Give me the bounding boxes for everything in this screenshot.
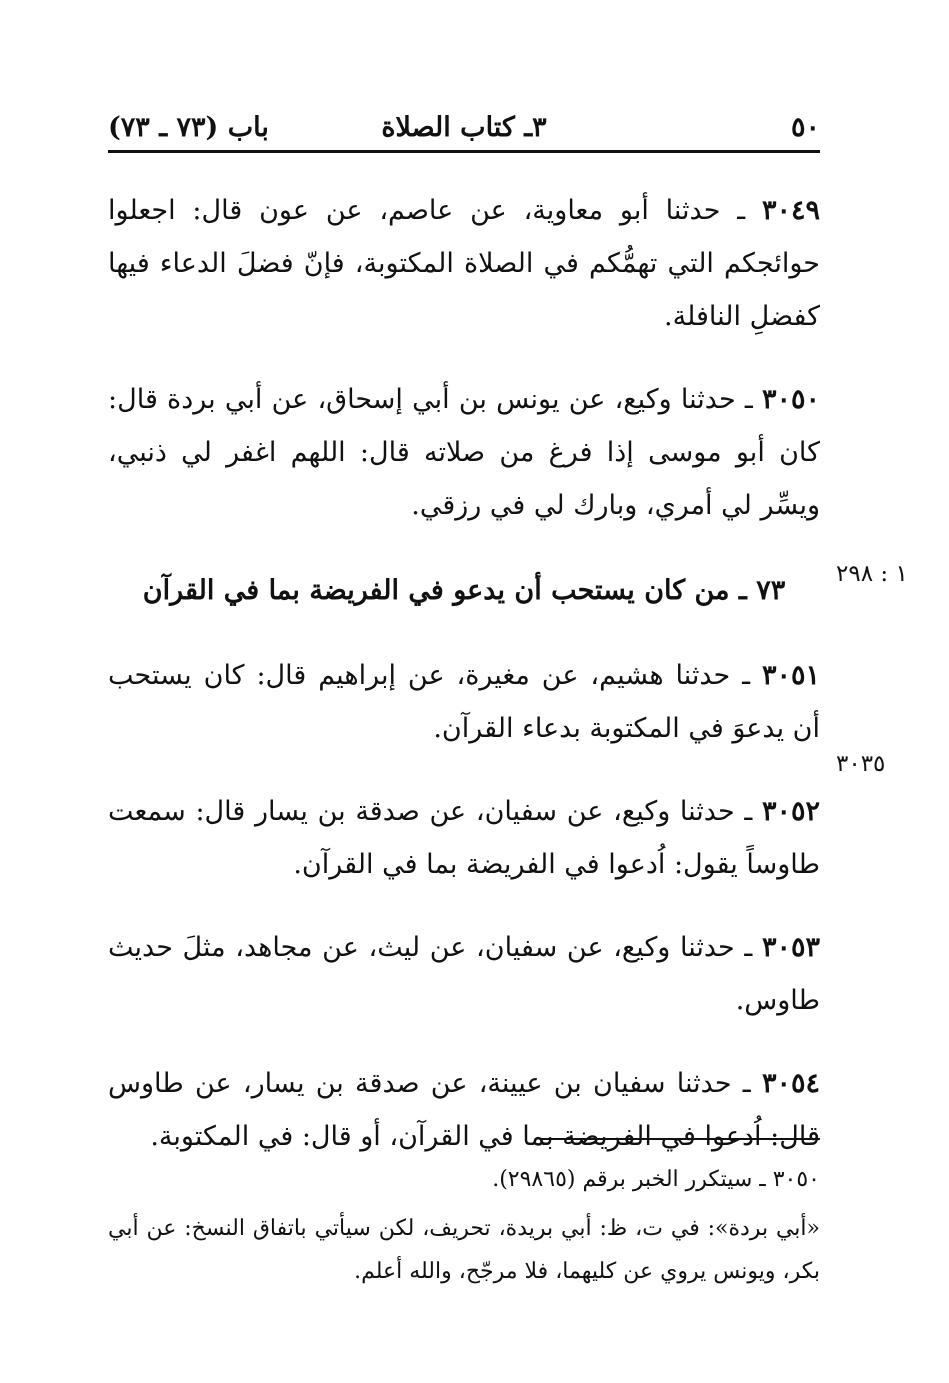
hadith-3049 <box>108 184 820 343</box>
hadith-text: ـ حدثنا أبو معاوية، عن عاصم، عن عون قال: اجعلوا حوائجكم التي تهمُّكم في الصلاة المكتوبة، فإنّ فضلَ الدعاء فيها كفضلِ النافلة. <box>108 195 820 332</box>
header-rule <box>108 150 820 153</box>
hadith-3052 <box>108 785 820 891</box>
margin-ref-3052: ٣٠٣٥ <box>836 751 886 777</box>
footnote-1: ٣٠٥٠ ـ سيتكرر الخبر برقم (٢٩٨٦٥). <box>492 1167 820 1192</box>
hadith-3050 <box>108 373 820 532</box>
hadith-text: ـ حدثنا وكيع، عن سفيان، عن صدقة بن يسار قال: سمعت طاوساً يقول: اُدعوا في الفريضة بما في القرآن. <box>108 796 820 880</box>
hadith-text: ـ حدثنا وكيع، عن سفيان، عن ليث، عن مجاهد، مثلَ حديث طاوس. <box>108 932 820 1016</box>
footnote-2: «أبي بردة»: في ت، ظ: أبي بريدة، تحريف، لكن سيأتي باتفاق النسخ: عن أبي بكر، ويونس يروي عن كليهما، فلا مرجّح، والله أعلم. <box>108 1216 820 1284</box>
hadith-3054 <box>108 1057 820 1163</box>
footnotes <box>108 1158 820 1293</box>
hadith-3051 <box>108 649 820 755</box>
footnote-rule <box>540 1138 820 1140</box>
hadith-3053 <box>108 921 820 1027</box>
hadith-number: ٣٠٥٢ <box>761 796 820 827</box>
hadith-number: ٣٠٥٣ <box>761 932 820 963</box>
book-title: ٣ـ كتاب الصلاة <box>381 112 547 143</box>
hadith-text: ـ حدثنا هشيم، عن مغيرة، عن إبراهيم قال: كان يستحب أن يدعوَ في المكتوبة بدعاء القرآن. <box>108 660 820 744</box>
page-number: ٥٠ <box>790 112 820 143</box>
running-header <box>108 108 820 148</box>
hadith-number: ٣٠٥١ <box>762 660 821 691</box>
hadith-text: ـ حدثنا سفيان بن عيينة، عن صدقة بن يسار، عن طاوس قال: اُدعوا في الفريضة بما في القرآن، أو قال: في المكتوبة. <box>108 1068 820 1152</box>
hadith-number: ٣٠٤٩ <box>761 195 820 226</box>
margin-ref-chapter: ١ : ٢٩٨ <box>836 561 908 587</box>
main-text <box>108 184 820 1163</box>
chapter-heading: ٧٣ ـ من كان يستحب أن يدعو في الفريضة بما في القرآن <box>142 575 786 606</box>
chapter-reference: باب (٧٣ ـ ٧٣) <box>108 112 269 143</box>
hadith-number: ٣٠٥٤ <box>761 1068 820 1099</box>
hadith-number: ٣٠٥٠ <box>761 384 820 415</box>
hadith-text: ـ حدثنا وكيع، عن يونس بن أبي إسحاق، عن أبي بردة قال: كان أبو موسى إذا فرغ من صلاته قال: اللهم اغفر لي ذنبي، ويسِّر لي أمري، وبارك لي في رزقي. <box>108 384 820 521</box>
